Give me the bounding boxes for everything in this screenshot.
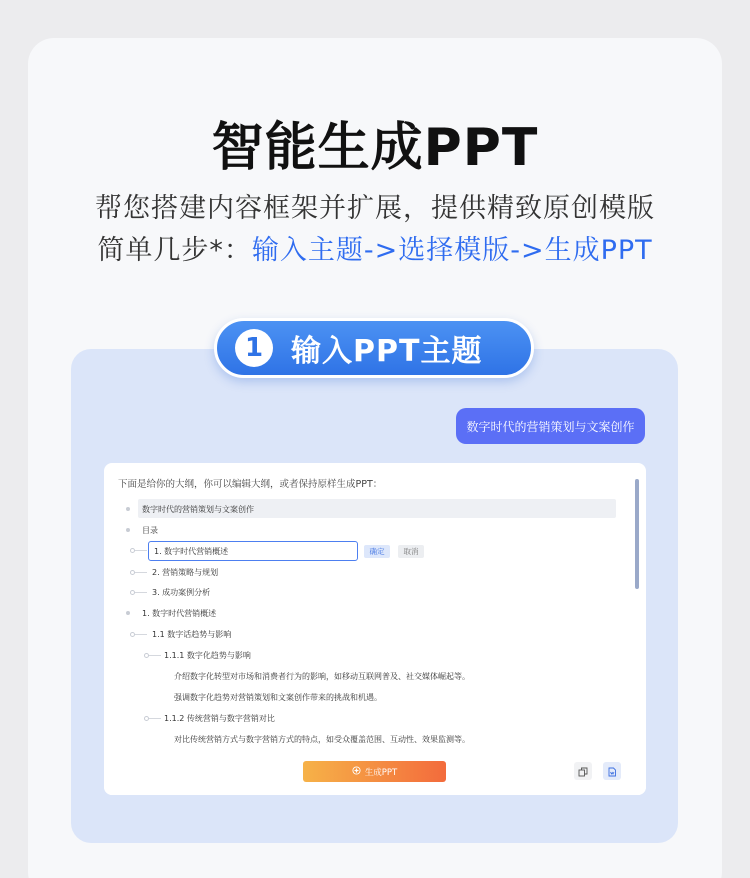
tree-line [135, 592, 147, 593]
outline-subsubsection[interactable]: 1.1.2 传统营销与数字营销对比 [164, 714, 275, 723]
tree-line [135, 634, 147, 635]
export-doc-button[interactable] [603, 762, 621, 780]
steps-subtitle [0, 228, 750, 267]
page-title: 智能生成PPT [211, 118, 539, 178]
steps-prefix: 简单几步*： [97, 235, 252, 266]
outline-edit-input[interactable]: 1. 数字时代营销概述 [148, 541, 358, 561]
step-label: 输入PPT主题 [291, 334, 483, 369]
tree-bullet [126, 528, 130, 532]
outline-toc-label[interactable]: 目录 [142, 526, 158, 535]
scrollbar[interactable] [635, 479, 639, 589]
sparkle-icon [352, 766, 361, 778]
copy-icon [578, 762, 588, 781]
outline-editor [104, 463, 646, 795]
tree-line [149, 718, 161, 719]
outline-subsubsection[interactable]: 1.1.1 数字化趋势与影响 [164, 651, 251, 660]
steps-highlight: 输入主题->选择模版->生成PPT [251, 235, 653, 266]
outline-section[interactable]: 1. 数字时代营销概述 [142, 609, 217, 618]
outline-toc-item[interactable]: 3. 成功案例分析 [152, 588, 211, 597]
user-topic-bubble: 数字时代的营销策划与文案创作 [456, 408, 645, 444]
tree-line [135, 550, 147, 551]
step-badge [214, 318, 534, 378]
outline-title-row[interactable]: 数字时代的营销策划与文案创作 [142, 505, 254, 514]
generate-label: 生成PPT [364, 767, 398, 778]
document-icon [607, 762, 617, 781]
confirm-button[interactable]: 确定 [364, 545, 390, 558]
page-subtitle: 帮您搭建内容框架并扩展，提供精致原创模版 [95, 193, 655, 224]
outline-subsection[interactable]: 1.1 数字话趋势与影响 [152, 630, 232, 639]
generate-ppt-button[interactable] [303, 761, 446, 782]
tree-bullet [126, 507, 130, 511]
outline-toc-item[interactable]: 2. 营销策略与规划 [152, 568, 219, 577]
tree-line [149, 655, 161, 656]
step-number: 1 [235, 329, 273, 367]
outline-intro: 下面是给你的大纲，你可以编辑大纲，或者保持原样生成PPT： [118, 479, 383, 490]
action-bar [104, 757, 646, 795]
outline-paragraph[interactable]: 对比传统营销方式与数字营销方式的特点，如受众覆盖范围、互动性、效果监测等。 [174, 735, 470, 744]
tree-line [135, 572, 147, 573]
copy-button[interactable] [574, 762, 592, 780]
tree-bullet [126, 611, 130, 615]
outline-paragraph[interactable]: 强调数字化趋势对营销策划和文案创作带来的挑战和机遇。 [174, 693, 382, 702]
outline-paragraph[interactable]: 介绍数字化转型对市场和消费者行为的影响，如移动互联网普及、社交媒体崛起等。 [174, 672, 470, 681]
cancel-button[interactable]: 取消 [398, 545, 424, 558]
